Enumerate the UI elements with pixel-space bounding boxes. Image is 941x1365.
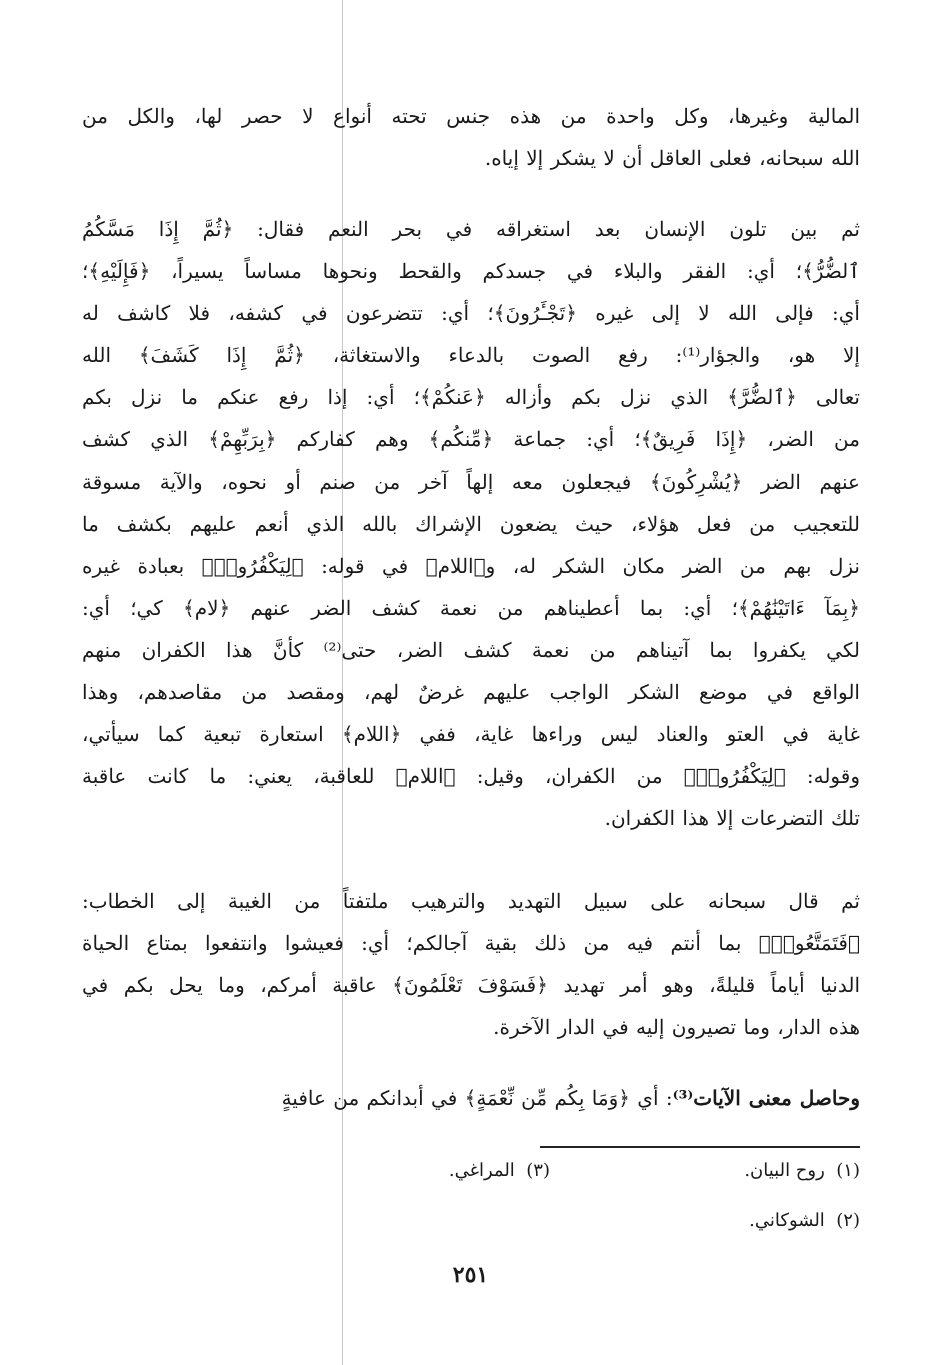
text-line: لكي يكفروا بما آتيناهم من نعمة كشف الضر، حتى⁽²⁾ كأنَّ هذا الكفران منهم [82,637,860,662]
text-line: إلا هو، والجؤار⁽¹⁾: رفع الصوت بالدعاء والاستغاثة، ﴿ثُمَّ إِذَا كَشَفَ﴾ الله [82,343,860,368]
footnote-3 [449,1160,550,1181]
text-line: تعالى ﴿ٱلضُّرَّ﴾ الذي نزل بكم وأزاله ﴿عَنكُمْ﴾؛ أي: إذا رفع عنكم ما نزل بكم [82,385,860,410]
text-line: الدنيا أياماً قليلةً، وهو أمر تهديد ﴿فَسَوْفَ تَعْلَمُونَ﴾ عاقبة أمركم، وما يحل بكم في [82,973,860,998]
text-line: ثم قال سبحانه على سبيل التهديد والترهيب ملتفتاً من الغيبة إلى الخطاب: [82,889,860,913]
paragraph-2 [82,208,860,839]
footnote-text: المراغي. [448,1160,515,1181]
text-line: المالية وغيرها، وكل واحدة من هذه جنس تحته أنواع لا حصر لها، والكل من [82,104,860,128]
text-line: عنهم الضر ﴿يُشْرِكُونَ﴾ فيجعلون معه إلهاً آخر من صنم أو نحوه، والآية مسوقة [82,469,860,494]
section-heading: وحاصل معنى الآيات⁽³⁾ [672,1086,860,1110]
footnote-text: الشوكاني. [749,1210,825,1231]
text-line [82,1077,860,1119]
text-line: ثم بين تلون الإنسان بعد استغراقه في بحر النعم فقال: ﴿ثُمَّ إِذَا مَسَّكُمُ [82,217,860,241]
footnote-row [300,1160,860,1210]
text-line: ٱلضُّرُّ﴾؛ أي: الفقر والبلاء في جسدكم والقحط ونحوها مساساً يسيراً، ﴿فَإِلَيْهِ﴾؛ [82,259,860,284]
text-line: ﴿بِمَآ ءَاتَيْنَٰهُمْ﴾؛ أي: بما أعطيناهم من نعمة كشف الضر عنهم ﴿لام﴾ كي؛ أي: [82,595,860,620]
text-line: الله سبحانه، فعلى العاقل أن لا يشكر إلا إياه. [484,146,860,171]
footnote-1 [744,1160,860,1181]
text-line: هذه الدار، وما تصيرون إليه في الدار الآخرة. [493,1015,860,1040]
footnote-2 [749,1210,860,1231]
paragraph-4 [82,1077,860,1119]
text-line: للتعجيب من فعل هؤلاء، حيث يضعون الإشراك بالله الذي أنعم عليهم بكشف ما [82,511,860,536]
page-number: ٢٥١ [452,1262,489,1288]
paragraph-1 [82,95,860,179]
paragraph-3 [82,880,860,1048]
footnotes [300,1160,860,1260]
footnote-number: (١) [836,1160,860,1181]
footnote-separator [540,1146,860,1148]
heading-continuation: : أي ﴿وَمَا بِكُم مِّن نِّعْمَةٍ﴾ في أبدانكم من عافيةٍ [281,1086,673,1110]
text-line: ﴿فَتَمَتَّعُوا۟﴾ بما أنتم فيه من ذلك بقية آجالكم؛ أي: فعيشوا وانتفعوا بمتاع الحياة [82,931,860,956]
text-line: غاية في العتو والعناد ليس وراءها غاية، ففي ﴿اللام﴾ استعارة تبعية كما سيأتي، [82,722,860,747]
footnote-text: روح البيان. [744,1160,825,1181]
text-line: تلك التضرعات إلا هذا الكفران. [604,806,860,831]
footnote-row [300,1210,860,1260]
text-line: من الضر، ﴿إِذَا فَرِيقٌ﴾؛ أي: جماعة ﴿مِّنكُم﴾ وهم كفاركم ﴿بِرَبِّهِمْ﴾ الذي كشف [82,427,860,452]
footnote-number: (٢) [836,1210,860,1231]
text-line: نزل بهم من الضر مكان الشكر له، و﴿اللام﴾ في قوله: ﴿لِيَكْفُرُوا۟﴾ بعبادة غيره [82,553,860,578]
text-line: وقوله: ﴿لِيَكْفُرُوا۟﴾ من الكفران، وقيل: ﴿اللام﴾ للعاقبة، يعني: ما كانت عاقبة [82,764,860,789]
text-line: أي: فإلى الله لا إلى غيره ﴿تَجْـَٔرُونَ﴾؛ أي: تتضرعون في كشفه، فلا كاشف له [82,301,860,326]
footnote-number: (٣) [526,1160,550,1181]
text-line: الواقع في موضع الشكر الواجب عليهم غرضٌ لهم، ومقصد من مقاصدهم، وهذا [82,680,860,705]
